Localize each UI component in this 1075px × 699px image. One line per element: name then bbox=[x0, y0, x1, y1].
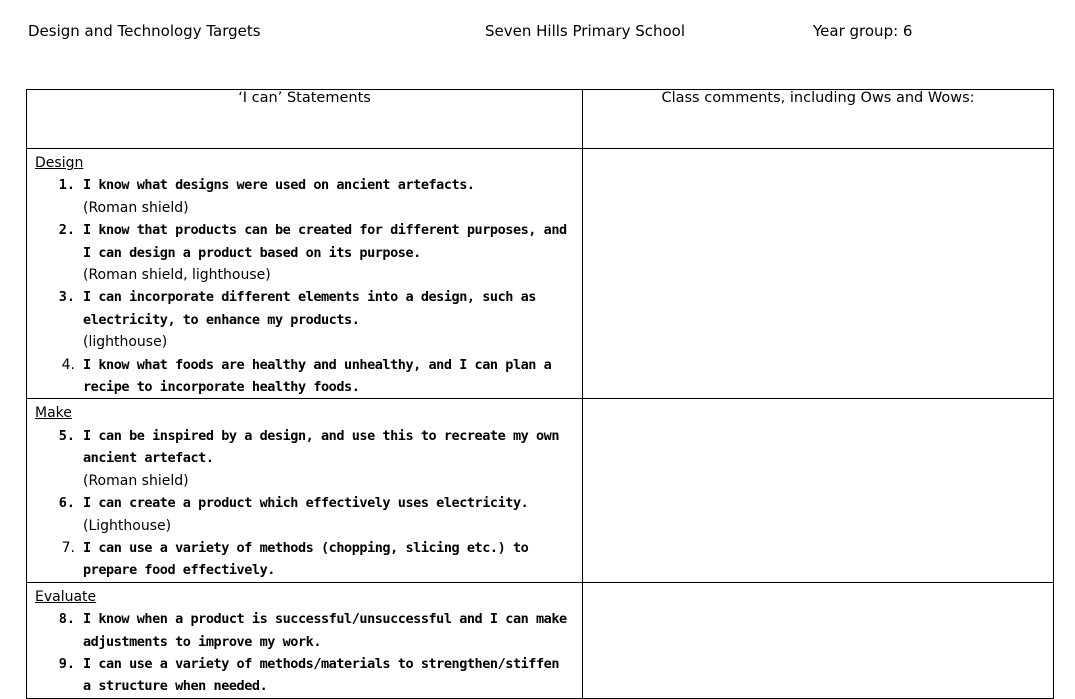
make-section-row bbox=[27, 399, 1054, 582]
target-statement: I know what foods are healthy and unhealthy, and I can plan a recipe to incorporate healthy foods. bbox=[83, 356, 552, 396]
target-item bbox=[35, 219, 574, 286]
evaluate-target-list bbox=[35, 608, 574, 698]
make-comments-cell[interactable] bbox=[583, 399, 1054, 582]
target-number: 4. bbox=[61, 356, 75, 373]
target-number: 1. bbox=[58, 177, 75, 194]
section-title-evaluate: Evaluate bbox=[35, 588, 97, 605]
targets-table bbox=[26, 89, 1054, 699]
target-item bbox=[35, 608, 574, 653]
target-statement: I can be inspired by a design, and use this to recreate my own ancient artefact. bbox=[83, 427, 560, 467]
table-header-row bbox=[27, 90, 1054, 149]
target-number: 8. bbox=[58, 611, 75, 628]
target-note: (lighthouse) bbox=[83, 334, 168, 351]
design-target-list bbox=[35, 174, 574, 398]
target-note: (Roman shield) bbox=[83, 199, 189, 216]
design-section-row bbox=[27, 149, 1054, 399]
target-note: (Lighthouse) bbox=[83, 517, 172, 534]
target-item bbox=[35, 425, 574, 492]
section-title-make: Make bbox=[35, 405, 72, 422]
target-statement: I can incorporate different elements into a design, such as electricity, to enhance my products. bbox=[83, 289, 536, 328]
target-statement: I can use a variety of methods/materials to strengthen/stiffen a structure when needed. bbox=[83, 655, 560, 695]
target-number: 7. bbox=[61, 539, 75, 556]
target-note: (Roman shield, lighthouse) bbox=[83, 267, 271, 284]
comments-column-header: Class comments, including Ows and Wows: bbox=[583, 90, 1054, 149]
design-statements-cell bbox=[27, 149, 583, 399]
evaluate-section-row bbox=[27, 582, 1054, 698]
target-statement: I know when a product is successful/unsuccessful and I can make adjustments to improve my work. bbox=[83, 611, 567, 650]
target-number: 9. bbox=[58, 655, 75, 672]
document-title: Design and Technology Targets bbox=[28, 22, 261, 40]
target-statement: I know what designs were used on ancient artefacts. bbox=[83, 177, 475, 194]
target-number: 5. bbox=[58, 427, 75, 444]
make-target-list bbox=[35, 425, 574, 582]
target-item bbox=[35, 653, 574, 698]
target-number: 3. bbox=[58, 289, 75, 306]
target-note: (Roman shield) bbox=[83, 472, 189, 489]
evaluate-statements-cell bbox=[27, 582, 583, 698]
make-statements-cell bbox=[27, 399, 583, 582]
target-item bbox=[35, 492, 574, 537]
page-header bbox=[0, 22, 1075, 44]
target-item bbox=[35, 174, 574, 219]
target-number: 6. bbox=[58, 495, 75, 512]
target-statement: I know that products can be created for different purposes, and I can design a product based on its purpose. bbox=[83, 222, 567, 261]
target-statement: I can use a variety of methods (chopping, slicing etc.) to prepare food effectively. bbox=[83, 539, 529, 579]
target-item bbox=[35, 286, 574, 353]
design-comments-cell[interactable] bbox=[583, 149, 1054, 399]
evaluate-comments-cell[interactable] bbox=[583, 582, 1054, 698]
target-number: 2. bbox=[58, 222, 75, 239]
target-item bbox=[35, 537, 574, 582]
section-title-design: Design bbox=[35, 155, 84, 171]
year-group: Year group: 6 bbox=[813, 22, 913, 40]
school-name: Seven Hills Primary School bbox=[485, 22, 686, 40]
target-statement: I can create a product which effectively uses electricity. bbox=[83, 495, 529, 512]
statements-column-header: ‘I can’ Statements bbox=[27, 90, 583, 149]
target-item bbox=[35, 354, 574, 399]
